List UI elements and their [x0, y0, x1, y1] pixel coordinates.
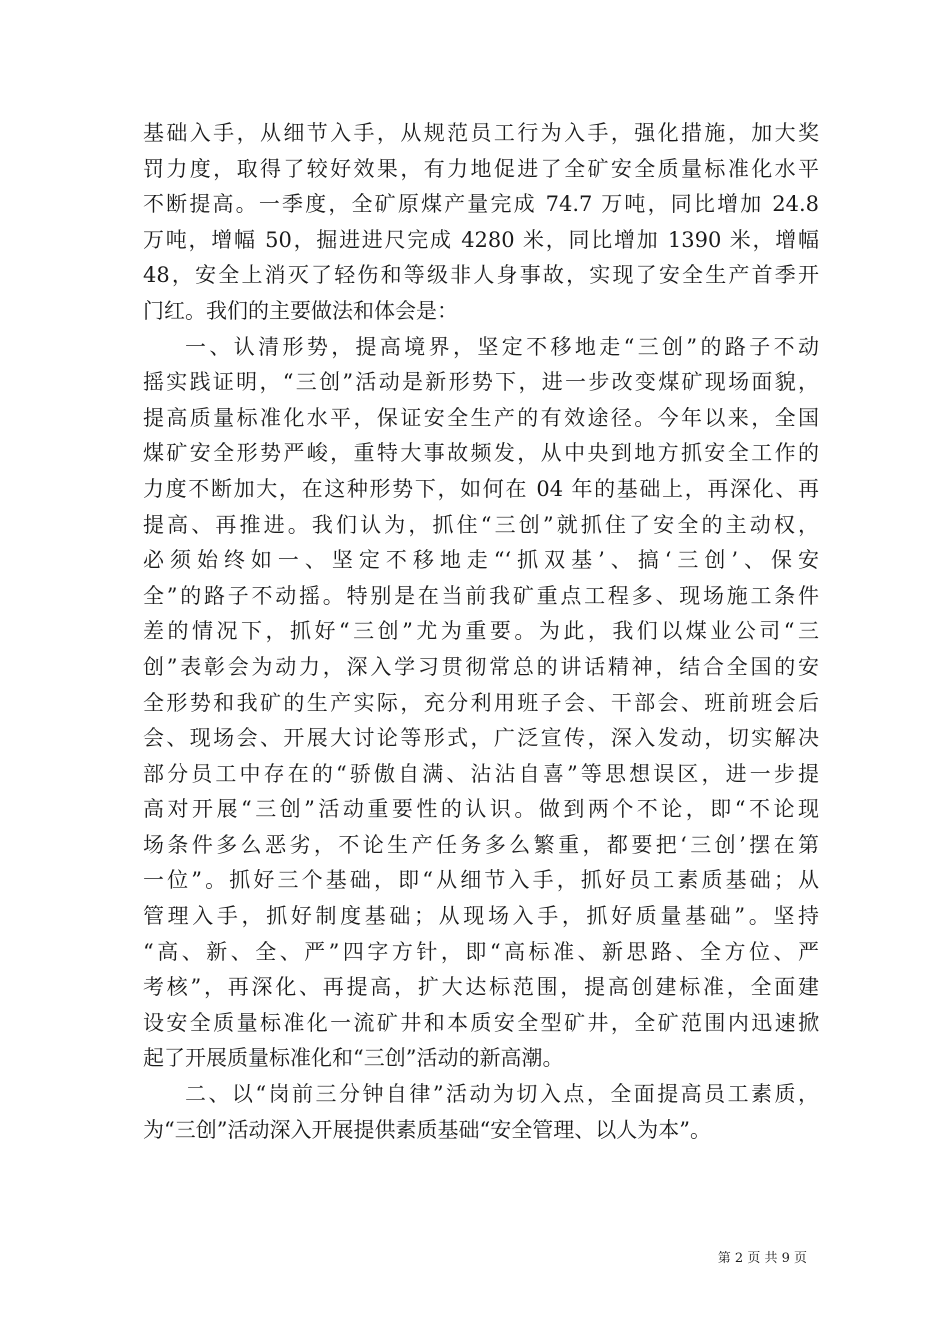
paragraph: [143, 330, 819, 1077]
page-number-footer: 第 2 页 共 9 页: [717, 1251, 807, 1266]
text-line: “高、新、全、严”四字方针，即“高标准、新思路、全方位、严: [143, 939, 819, 964]
text-line: 不断提高。一季度，全矿原煤产量完成 74.7 万吨，同比增加 24.8: [143, 192, 819, 217]
text-line: 场条件多么恶劣，不论生产任务多么繁重，都要把‘三创’摆在第: [143, 832, 819, 857]
text-line: 一位”。抓好三个基础，即“从细节入手，抓好员工素质基础；从: [143, 868, 819, 893]
text-line: 二、以“岗前三分钟自律”活动为切入点，全面提高员工素质，: [185, 1082, 819, 1107]
text-line: 必须始终如一、坚定不移地走“‘抓双基’、搞‘三创’、保安: [143, 548, 819, 573]
text-line: 管理入手，抓好制度基础；从现场入手，抓好质量基础”。坚持: [143, 904, 819, 929]
text-line: 提高质量标准化水平，保证安全生产的有效途径。今年以来，全国: [143, 405, 819, 430]
text-line: 考核”，再深化、再提高，扩大达标范围，提高创建标准，全面建: [143, 975, 819, 1000]
text-line: 基础入手，从细节入手，从规范员工行为入手，强化措施，加大奖: [143, 121, 819, 145]
text-line: 设安全质量标准化一流矿井和本质安全型矿井，全矿范围内迅速掀: [143, 1010, 819, 1035]
text-line: 力度不断加大，在这种形势下，如何在 04 年的基础上，再深化、再: [143, 476, 819, 501]
text-line: 全”的路子不动摇。特别是在当前我矿重点工程多、现场施工条件: [143, 583, 819, 608]
text-line: 全形势和我矿的生产实际，充分利用班子会、干部会、班前班会后: [143, 690, 819, 715]
text-line: 罚力度，取得了较好效果，有力地促进了全矿安全质量标准化水平: [143, 156, 819, 181]
paragraph: [143, 1077, 819, 1148]
text-line: 门红。我们的主要做法和体会是：: [143, 298, 458, 323]
text-line: 提高、再推进。我们认为，抓住“三创”就抓住了安全的主动权，: [143, 512, 819, 537]
text-line: 会、现场会、开展大讨论等形式，广泛宣传，深入发动，切实解决: [143, 726, 819, 751]
text-line: 为“三创”活动深入开展提供素质基础“安全管理、以人为本”。: [143, 1117, 711, 1142]
text-line: 万吨，增幅 50，掘进进尺完成 4280 米，同比增加 1390 米，增幅: [143, 227, 819, 252]
document-body: [143, 116, 819, 1148]
text-line: 部分员工中存在的“骄傲自满、沾沾自喜”等思想误区，进一步提: [143, 761, 819, 786]
text-line: 48，安全上消灭了轻伤和等级非人身事故，实现了安全生产首季开: [143, 263, 819, 288]
text-line: 起了开展质量标准化和“三创”活动的新高潮。: [143, 1046, 564, 1071]
text-line: 一、认清形势，提高境界，坚定不移地走“三创”的路子不动: [185, 334, 819, 359]
text-line: 差的情况下，抓好“三创”尤为重要。为此，我们以煤业公司“三: [143, 619, 819, 644]
text-line: 煤矿安全形势严峻，重特大事故频发，从中央到地方抓安全工作的: [143, 441, 819, 466]
text-line: 摇实践证明，“三创”活动是新形势下，进一步改变煤矿现场面貌，: [143, 370, 819, 395]
paragraph: [143, 116, 819, 330]
text-line: 创”表彰会为动力，深入学习贯彻常总的讲话精神，结合全国的安: [143, 654, 819, 679]
text-line: 高对开展“三创”活动重要性的认识。做到两个不论，即“不论现: [143, 797, 819, 822]
